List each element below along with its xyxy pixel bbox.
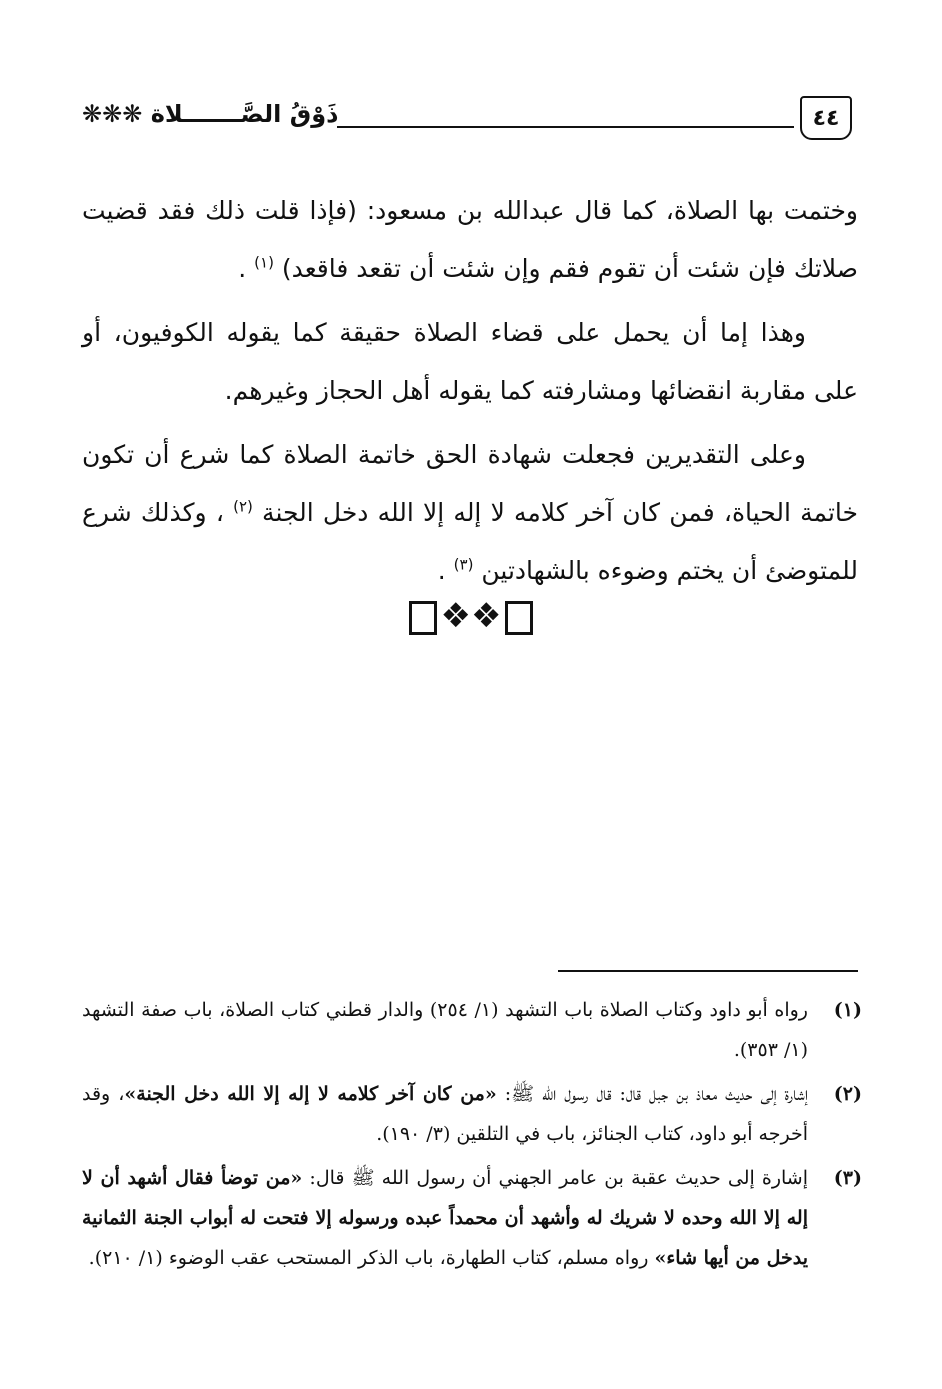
stars-ornament: ❋❋❋ <box>82 100 143 128</box>
section-end-ornament <box>0 596 942 636</box>
footnote-text-part: إشارة إلى حديث معاذ بن جبل قال: قال رسول الله ﷺ: <box>496 1083 809 1105</box>
paragraph-3-tail2: . <box>437 556 454 585</box>
page-number: ٤٤ <box>800 96 852 140</box>
square-left-icon <box>409 601 437 635</box>
footnote-1 <box>82 990 862 1070</box>
paragraph-1-text: وختمت بها الصلاة، كما قال عبدالله بن مسعود: (فإذا قلت ذلك فقد قضيت صلاتك فإن شئت أن تقوم فقم وإن شئت أن تقعد فاقعد) <box>82 196 858 283</box>
footnote-2 <box>82 1074 862 1154</box>
paragraph-1 <box>82 182 858 298</box>
paragraph-1-tail: . <box>238 254 255 283</box>
footnote-text-part: إشارة إلى حديث عقبة بن عامر الجهني أن رسول الله ﷺ قال: <box>302 1167 808 1189</box>
paragraph-2 <box>82 304 858 420</box>
footnote-number: (٣) <box>833 1167 862 1189</box>
diamond-ornament: ❖❖ <box>440 596 502 636</box>
running-title <box>82 100 338 128</box>
footnote-text: رواه أبو داود وكتاب الصلاة باب التشهد (١/ ٢٥٤) والدار قطني كتاب الصلاة، باب صفة التشهد (١/ ٣٥٣). <box>82 999 808 1061</box>
paragraph-2-text: وهذا إما أن يحمل على قضاء الصلاة حقيقة كما يقوله الكوفيون، أو على مقاربة انقضائها ومشارفته كما يقوله أهل الحجاز وغيرهم. <box>82 318 858 405</box>
footnote-number: (٢) <box>833 1083 862 1105</box>
footnote-separator <box>558 970 858 972</box>
square-right-icon <box>505 601 533 635</box>
page-header <box>82 96 852 148</box>
hadith-quote: «من توضأ فقال أشهد أن لا إله إلا الله وحده لا شريك له وأشهد أن محمداً عبده ورسوله إلا فتحت له أبواب الجنة الثمانية يدخل من أيها شاء» <box>82 1167 808 1269</box>
footnote-text-part: ، وقد أخرجه أبو داود، كتاب الجنائز، باب في التلقين (٣/ ١٩٠). <box>82 1083 808 1145</box>
paragraph-3 <box>82 426 858 600</box>
main-text <box>82 182 858 606</box>
footnote-ref-3: (٣) <box>453 555 474 574</box>
footnote-text <box>82 1158 808 1278</box>
footnote-ref-2: (٢) <box>233 497 253 516</box>
footnote-text <box>82 1074 808 1154</box>
hadith-quote: «من كان آخر كلامه لا إله إلا الله دخل الجنة» <box>124 1083 497 1105</box>
paragraph-3-text: وعلى التقديرين فجعلت شهادة الحق خاتمة الصلاة كما شرع أن تكون خاتمة الحياة، فمن كان آخر كلامه لا إله إلا الله دخل الجنة <box>82 440 858 527</box>
running-title-text: ذَوْقُ الصَّـــــــلاة <box>150 100 339 128</box>
footnote-number: (١) <box>833 999 862 1021</box>
footnotes <box>82 990 862 1282</box>
header-rule <box>337 126 794 128</box>
footnote-3 <box>82 1158 862 1278</box>
footnote-text-part: رواه مسلم، كتاب الطهارة، باب الذكر المستحب عقب الوضوء (١/ ٢١٠). <box>88 1247 655 1269</box>
paragraph-3-tail: ، وكذلك شرع للمتوضئ أن يختم وضوءه بالشهادتين <box>82 498 858 585</box>
footnote-ref-1: (١) <box>254 253 274 272</box>
